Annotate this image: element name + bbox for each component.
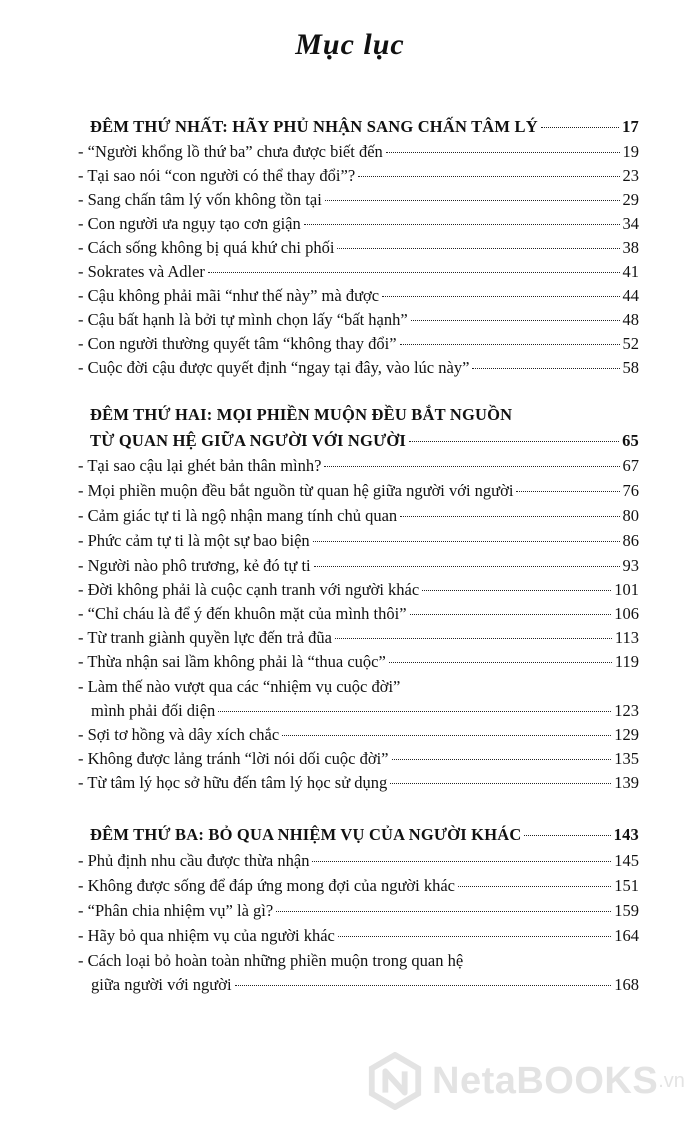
toc-section-heading-line1: ĐÊM THỨ HAI: MỌI PHIỀN MUỘN ĐỀU BẮT NGUỒN xyxy=(90,405,513,424)
toc-item[interactable]: - Phủ định nhu cầu được thừa nhận 145 xyxy=(78,851,639,870)
toc-item[interactable]: - Đời không phải là cuộc cạnh tranh với người khác 101 xyxy=(78,580,639,599)
toc-item[interactable]: - Phức cảm tự ti là một sự bao biện 86 xyxy=(78,531,639,550)
toc-item[interactable]: - “Người khổng lồ thứ ba” chưa được biết đến 19 xyxy=(78,142,639,161)
page-number: 143 xyxy=(613,825,639,844)
toc-item-line1: - Cách loại bỏ hoàn toàn những phiền muộn trong quan hệ xyxy=(78,951,464,970)
toc-item[interactable]: - Sang chấn tâm lý vốn không tồn tại 29 xyxy=(78,190,639,209)
toc-item[interactable]: - Người nào phô trương, kẻ đó tự ti 93 xyxy=(78,556,639,575)
toc-item[interactable]: - Từ tâm lý học sở hữu đến tâm lý học sử dụng 139 xyxy=(78,773,639,792)
toc-item[interactable]: - Không được lảng tránh “lời nói dối cuộc đời” 135 xyxy=(78,749,639,768)
toc-item[interactable]: - Tại sao nói “con người có thể thay đổi”? 23 xyxy=(78,166,639,185)
page-number: 65 xyxy=(622,431,639,450)
toc-item[interactable]: - Cậu bất hạnh là bởi tự mình chọn lấy “bất hạnh” 48 xyxy=(78,310,639,329)
toc-item[interactable]: - Sokrates và Adler 41 xyxy=(78,262,639,281)
toc-item[interactable]: - Cách sống không bị quá khứ chi phối 38 xyxy=(78,238,639,257)
toc-section-heading[interactable]: TỪ QUAN HỆ GIỮA NGƯỜI VỚI NGƯỜI 65 xyxy=(90,431,639,450)
netabooks-logo-icon xyxy=(366,1052,424,1110)
watermark xyxy=(366,1046,696,1116)
toc-item[interactable]: - Không được sống để đáp ứng mong đợi của người khác 151 xyxy=(78,876,639,895)
toc-item[interactable]: giữa người với người 168 xyxy=(91,975,639,994)
toc-section-heading[interactable]: ĐÊM THỨ NHẤT: HÃY PHỦ NHẬN SANG CHẤN TÂM LÝ 17 xyxy=(90,117,639,136)
toc-item[interactable]: - Cuộc đời cậu được quyết định “ngay tại đây, vào lúc này” 58 xyxy=(78,358,639,377)
toc-section-heading[interactable]: ĐÊM THỨ BA: BỎ QUA NHIỆM VỤ CỦA NGƯỜI KHÁC 143 xyxy=(90,825,639,844)
watermark-suffix: .vn xyxy=(658,1069,685,1092)
toc-item[interactable]: - “Chỉ cháu là để ý đến khuôn mặt của mình thôi” 106 xyxy=(78,604,639,623)
toc-item[interactable]: - Thừa nhận sai lầm không phải là “thua cuộc” 119 xyxy=(78,652,639,671)
toc-item[interactable]: - Cậu không phải mãi “như thế này” mà được 44 xyxy=(78,286,639,305)
page-title: Mục lục xyxy=(295,28,405,61)
toc-item[interactable]: - Tại sao cậu lại ghét bản thân mình? 67 xyxy=(78,456,639,475)
toc-item[interactable]: mình phải đối diện 123 xyxy=(91,701,639,720)
toc-item[interactable]: - Mọi phiền muộn đều bắt nguồn từ quan hệ giữa người với người 76 xyxy=(78,481,639,500)
toc-item[interactable]: - Cảm giác tự ti là ngộ nhận mang tính chủ quan 80 xyxy=(78,506,639,525)
toc-item[interactable]: - Sợi tơ hồng và dây xích chắc 129 xyxy=(78,725,639,744)
toc-item[interactable]: - Từ tranh giành quyền lực đến trả đũa 113 xyxy=(78,628,639,647)
watermark-brand: NetaBOOKS xyxy=(432,1059,659,1102)
page-number: 17 xyxy=(622,117,639,136)
toc-item-line1: - Làm thế nào vượt qua các “nhiệm vụ cuộc đời” xyxy=(78,677,401,696)
toc-item[interactable]: - “Phân chia nhiệm vụ” là gì? 159 xyxy=(78,901,639,920)
toc-item[interactable]: - Con người ưa ngụy tạo cơn giận 34 xyxy=(78,214,639,233)
toc-item[interactable]: - Hãy bỏ qua nhiệm vụ của người khác 164 xyxy=(78,926,639,945)
toc-item[interactable]: - Con người thường quyết tâm “không thay đổi” 52 xyxy=(78,334,639,353)
